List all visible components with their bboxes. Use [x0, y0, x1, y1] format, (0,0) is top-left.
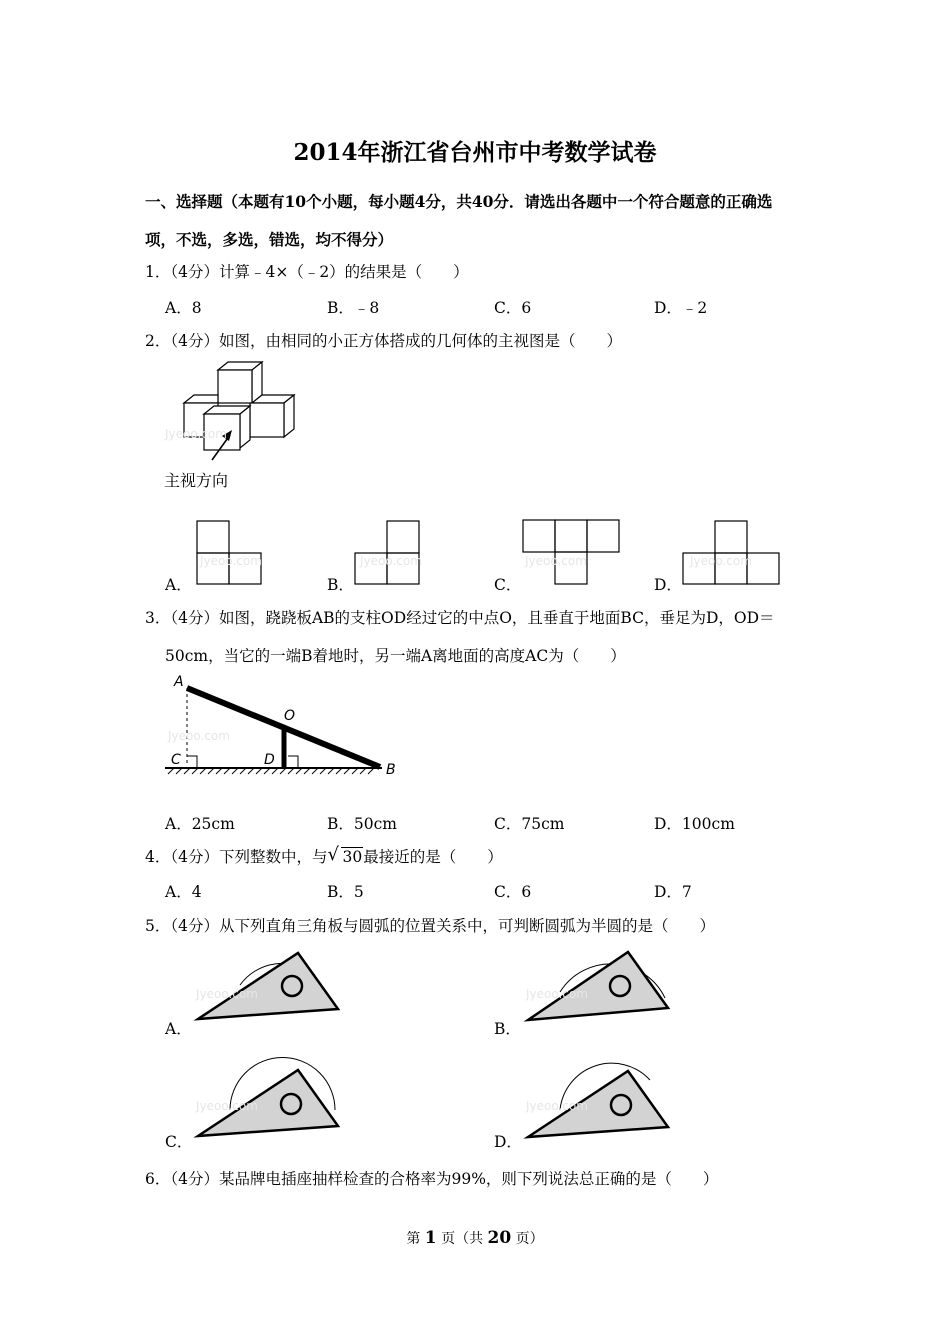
- footer-middle: 页（共: [436, 1231, 488, 1247]
- q3-label-b: B: [386, 762, 396, 778]
- watermark-8: Jyeoo.com: [526, 987, 588, 1001]
- watermark-6: Jyeoo.com: [168, 729, 230, 743]
- q4-text-after: 最接近的是（ ）: [363, 848, 503, 866]
- q2-option-a: A．: [165, 576, 192, 594]
- footer-page-number: 1: [424, 1228, 437, 1248]
- q5-option-b: B．: [494, 1020, 521, 1038]
- q3-label-o: O: [284, 708, 296, 724]
- footer-suffix: 页）: [511, 1231, 544, 1247]
- q1-option-a: A．8: [165, 299, 202, 317]
- sqrt-symbol: √ 30: [327, 844, 363, 866]
- question-2: 2．（4分）如图，由相同的小正方体搭成的几何体的主视图是（ ）: [145, 332, 622, 350]
- q3-label-c: C: [171, 752, 181, 768]
- q1-option-d: D．﹣2: [654, 299, 708, 317]
- watermark-2: Jyeoo.com: [200, 554, 262, 568]
- watermark-1: Jyeoo.com: [165, 427, 227, 441]
- question-6: 6．（4分）某品牌电插座抽样检查的合格率为99%，则下列说法总正确的是（ ）: [145, 1170, 719, 1188]
- watermark-4: Jyeoo.com: [525, 554, 587, 568]
- q3-option-d: D．100cm: [654, 815, 735, 833]
- q4-option-d: D．7: [654, 883, 692, 901]
- question-5: 5．（4分）从下列直角三角板与圆弧的位置关系中，可判断圆弧为半圆的是（ ）: [145, 917, 715, 935]
- page-title: 2014年浙江省台州市中考数学试卷: [293, 139, 657, 166]
- watermark-9: Jyeoo.com: [196, 1099, 258, 1113]
- section-heading-line2: 项，不选，多选，错选，均不得分）: [145, 230, 394, 249]
- q3-label-d: D: [264, 752, 275, 768]
- q4-option-b: B．5: [327, 883, 364, 901]
- footer-prefix: 第: [406, 1231, 425, 1247]
- q3-option-a: A．25cm: [165, 815, 235, 833]
- footer-total-pages: 20: [487, 1228, 512, 1248]
- q3-option-b: B．50cm: [327, 815, 397, 833]
- q5-option-a: A．: [165, 1020, 192, 1038]
- question-1: 1．（4分）计算﹣4×（﹣2）的结果是（ ）: [145, 263, 469, 281]
- q2-option-d: D．: [654, 576, 682, 594]
- question-3-line1: 3．（4分）如图，跷跷板AB的支柱OD经过它的中点O，且垂直于地面BC，垂足为D，OD＝: [145, 609, 775, 627]
- q4-radicand: 30: [342, 848, 363, 866]
- watermark-7: Jyeoo.com: [196, 987, 258, 1001]
- q2-option-b: B．: [327, 576, 354, 594]
- q2-figure-label: 主视方向: [164, 471, 229, 490]
- q4-text-before: 4．（4分）下列整数中，与: [145, 848, 328, 866]
- watermark-10: Jyeoo.com: [526, 1099, 588, 1113]
- question-3-line2: 50cm，当它的一端B着地时，另一端A离地面的高度AC为（ ）: [165, 647, 626, 665]
- q5-option-c: C．: [165, 1133, 193, 1151]
- section-heading-line1: 一、选择题（本题有10个小题，每小题4分，共40分．请选出各题中一个符合题意的正确选: [145, 192, 773, 211]
- q4-option-a: A．4: [165, 883, 202, 901]
- q5-option-d: D．: [494, 1133, 522, 1151]
- q1-option-b: B．﹣8: [327, 299, 380, 317]
- page-footer: [0, 1228, 950, 1248]
- q1-option-c: C．6: [494, 299, 532, 317]
- q2-option-c: C．: [494, 576, 522, 594]
- watermark-3: Jyeoo.com: [360, 554, 422, 568]
- watermark-5: Jyeoo.com: [690, 554, 752, 568]
- q3-option-c: C．75cm: [494, 815, 565, 833]
- q4-option-c: C．6: [494, 883, 532, 901]
- q3-label-a: A: [174, 674, 184, 690]
